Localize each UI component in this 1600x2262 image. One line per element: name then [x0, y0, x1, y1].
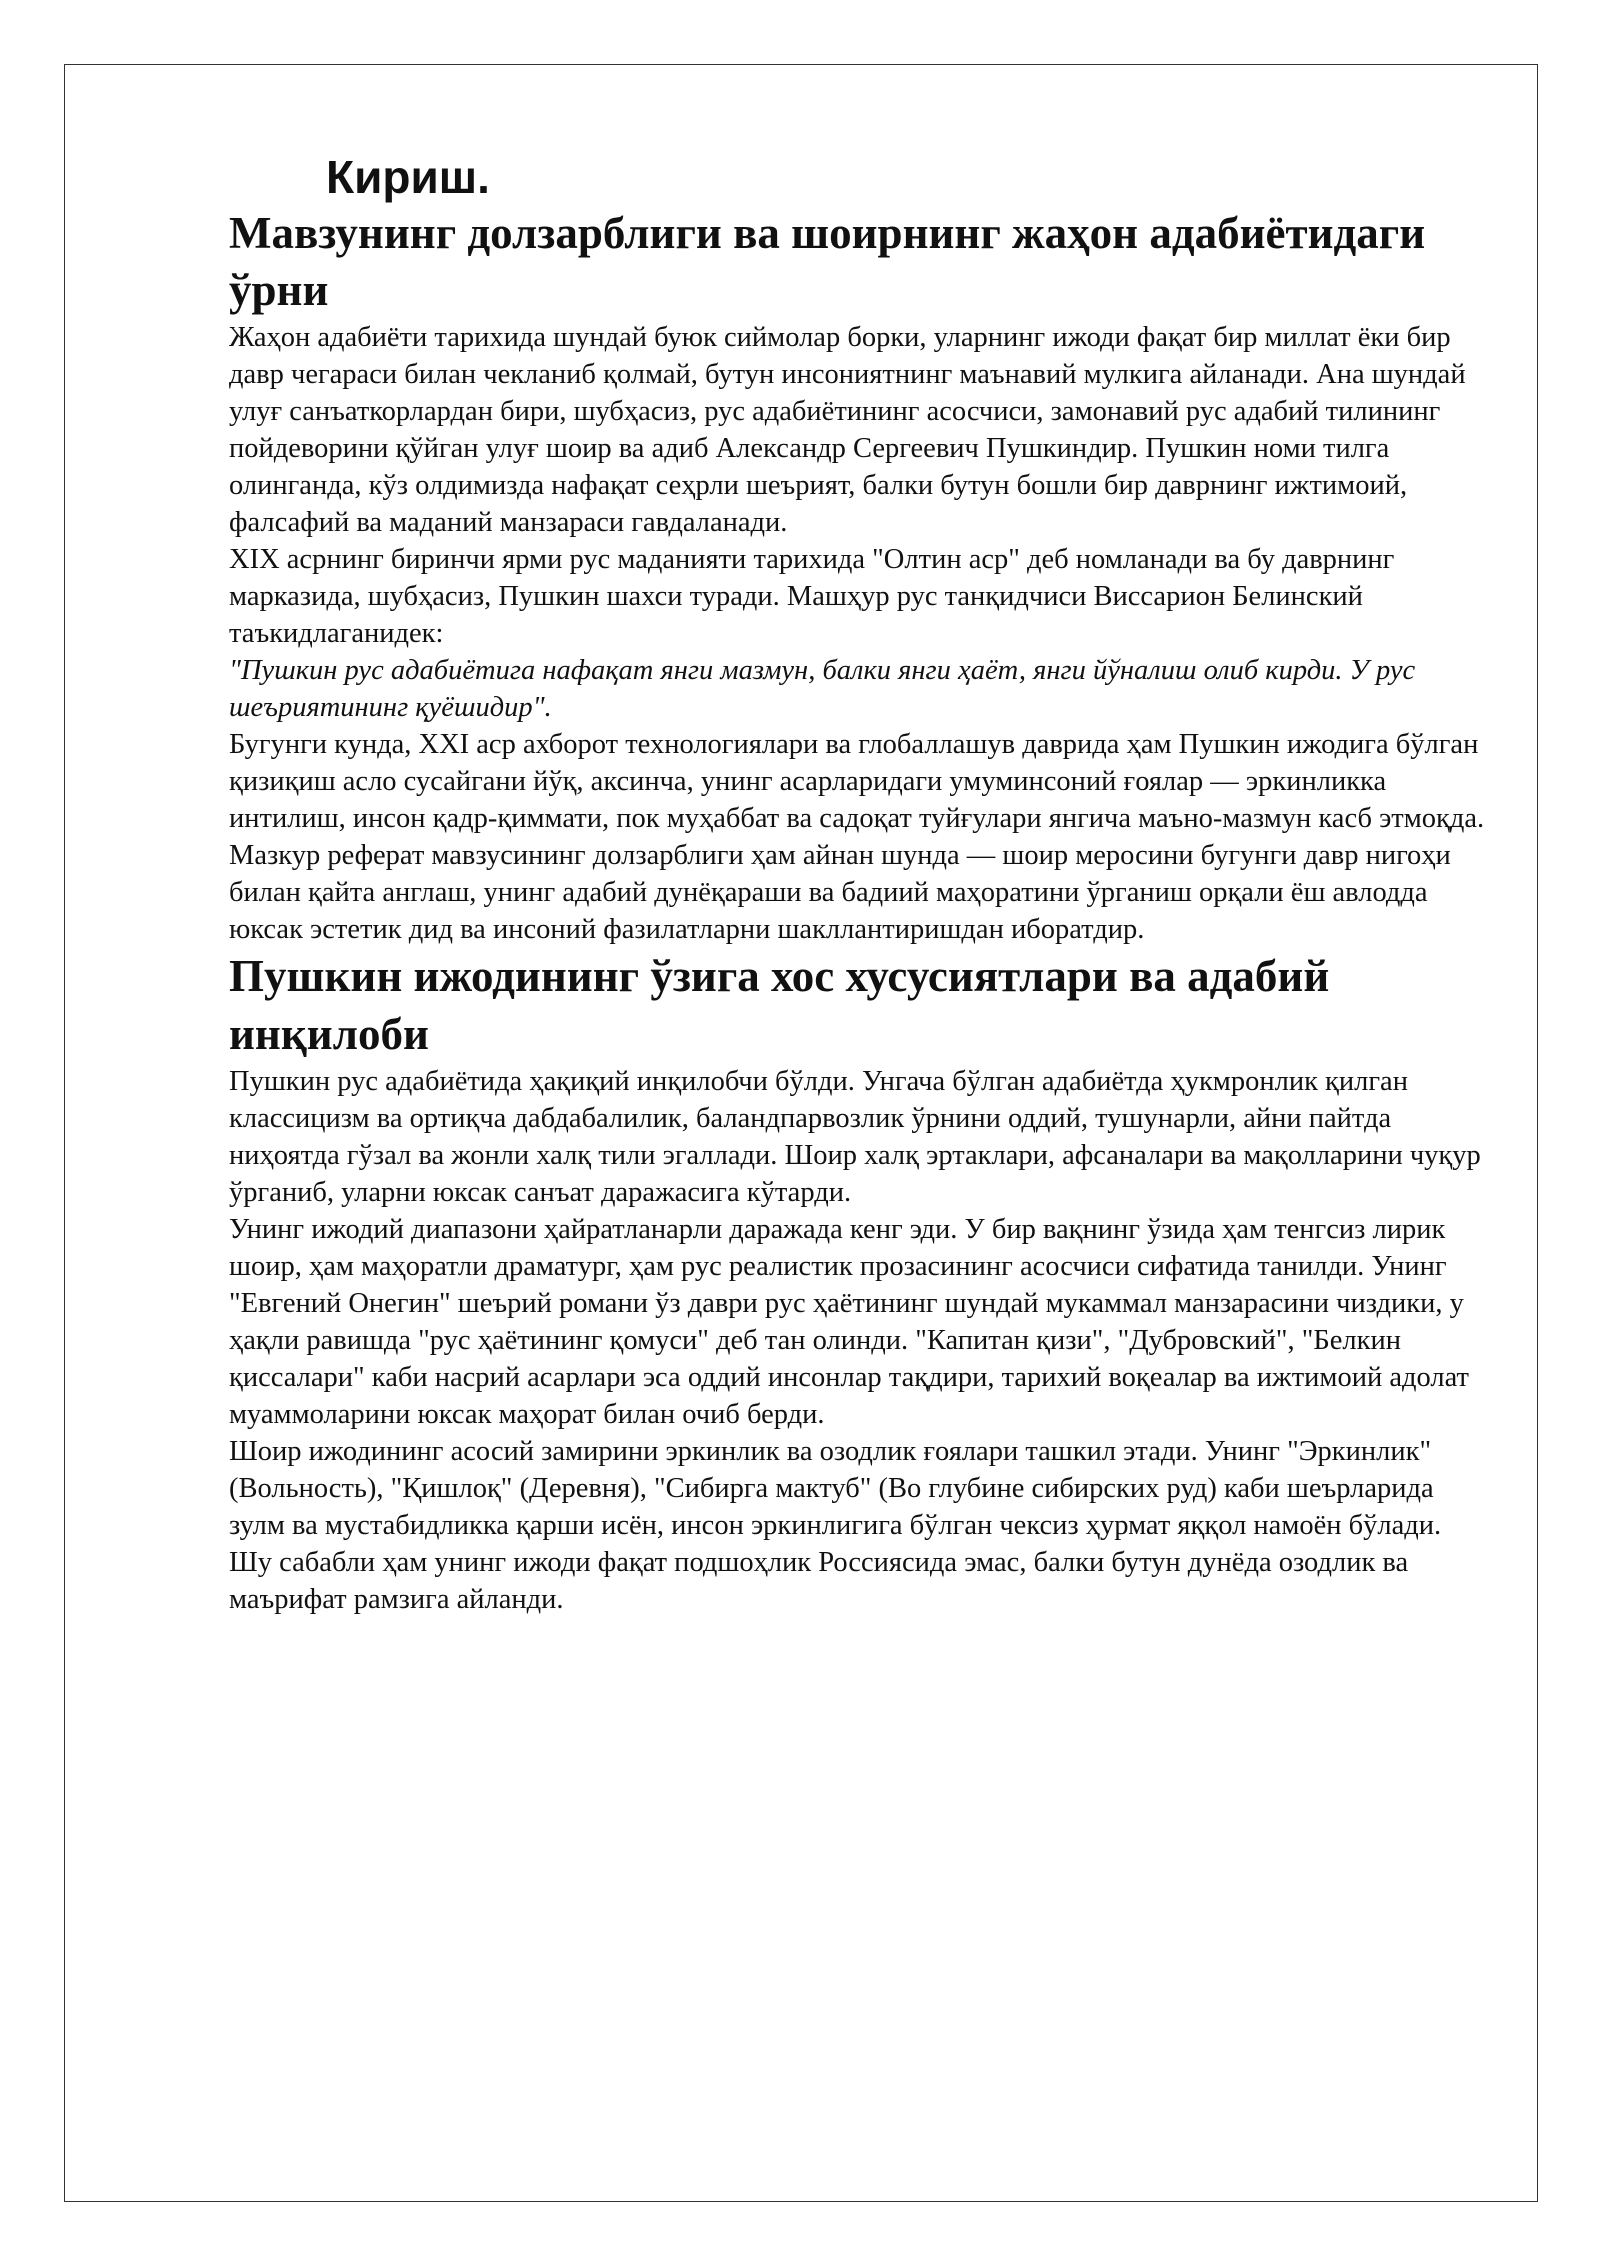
paragraph: Бугунги кунда, XXI аср ахборот технологиялари ва глобаллашув даврида ҳам Пушкин ижодига бўлган қизиқиш асло сусайгани йўқ, аксинча, унинг асарларидаги умуминсоний ғоялар — эркинликка интилиш, инсон қадр-қиммати, пок муҳаббат ва садоқат туйғулари янгича маъно-мазмун касб этмоқда. Мазкур реферат мавзусининг долзарблиги ҳам айнан шунда — шоир меросини бугунги давр нигоҳи билан қайта англаш, унинг адабий дунёқараши ва бадиий маҳоратини ўрганиш орқали ёш авлодда юксак эстетик дид ва инсоний фазилатларни шакллантиришдан иборатдир.: [229, 729, 1485, 946]
paragraph: Жаҳон адабиёти тарихида шундай буюк сиймолар борки, уларнинг ижоди фақат бир миллат ёки бир давр чегараси билан чекланиб қолмай, бутун инсониятнинг маънавий мулкига айланади. Ана шундай улуғ санъаткорлардан бири, шубҳасиз, рус адабиётининг асосчиси, замонавий рус адабий тилининг пойдеворини қўйган улуғ шоир ва адиб Александр Сергеевич Пушкиндир. Пушкин номи тилга олинганда, кўз олдимизда нафақат сеҳрли шеърият, балки бутун бошли бир даврнинг ижтимоий, фалсафий ва маданий манзараси гавдаланади.: [229, 322, 1466, 539]
document-body: [229, 150, 1489, 1618]
intro-title: Кириш.: [326, 151, 490, 203]
section-heading-features: Пушкин ижодининг ўзига хос хусусиятлари ва адабий инқилоби: [229, 951, 1330, 1059]
paragraph: Унинг ижодий диапазони ҳайратланарли даражада кенг эди. У бир вақнинг ўзида ҳам тенгсиз лирик шоир, ҳам маҳоратли драматург, ҳам рус реалистик прозасининг асосчиси сифатида танилди. Унинг "Евгений Онегин" шеърий романи ўз даври рус ҳаётининг шундай мукаммал манзарасини чиздики, у ҳақли равишда "рус ҳаётининг қомуси" деб тан олинди. "Капитан қизи", "Дубровский", "Белкин қиссалари" каби насрий асарлари эса оддий инсонлар тақдири, тарихий воқеалар ва ижтимоий адолат муаммоларини юксак маҳорат билан очиб берди.: [229, 1213, 1469, 1430]
paragraph: XIX асрнинг биринчи ярми рус маданияти тарихида "Олтин аср" деб номланади ва бу даврнинг марказида, шубҳасиз, Пушкин шахси туради. Машҳур рус танқидчиси Виссарион Белинский таъкидлаганидек:: [229, 544, 1395, 650]
paragraph: Пушкин рус адабиётида ҳақиқий инқилобчи бўлди. Унгача бўлган адабиётда ҳукмронлик қилган классицизм ва ортиқча дабдабалилик, баландпарвозлик ўрнини оддий, тушунарли, айни пайтда ниҳоятда гўзал ва жонли халқ тили эгаллади. Шоир халқ эртаклари, афсаналари ва мақолларини чуқур ўрганиб, уларни юксак санъат даражасига кўтарди.: [229, 1065, 1481, 1208]
paragraph: Шоир ижодининг асосий замирини эркинлик ва озодлик ғоялари ташкил этади. Унинг "Эркинлик" (Вольность), "Қишлоқ" (Деревня), "Сибирга мактуб" (Во глубине сибирских руд) каби шеърларида зулм ва мустабидликка қарши исён, инсон эркинлигига бўлган чексиз ҳурмат яққол намоён бўлади. Шу сабабли ҳам унинг ижоди фақат подшоҳлик Россиясида эмас, балки бутун дунёда озодлик ва маърифат рамзига айланди.: [229, 1435, 1442, 1615]
section-heading-relevance: Мавзунинг долзарблиги ва шоирнинг жаҳон адабиётидаги ўрни: [229, 208, 1426, 316]
belinsky-quote: "Пушкин рус адабиётига нафақат янги мазмун, балки янги ҳаёт, янги йўналиш олиб кирди. У рус шеъриятининг қуёшидир".: [229, 655, 1416, 724]
